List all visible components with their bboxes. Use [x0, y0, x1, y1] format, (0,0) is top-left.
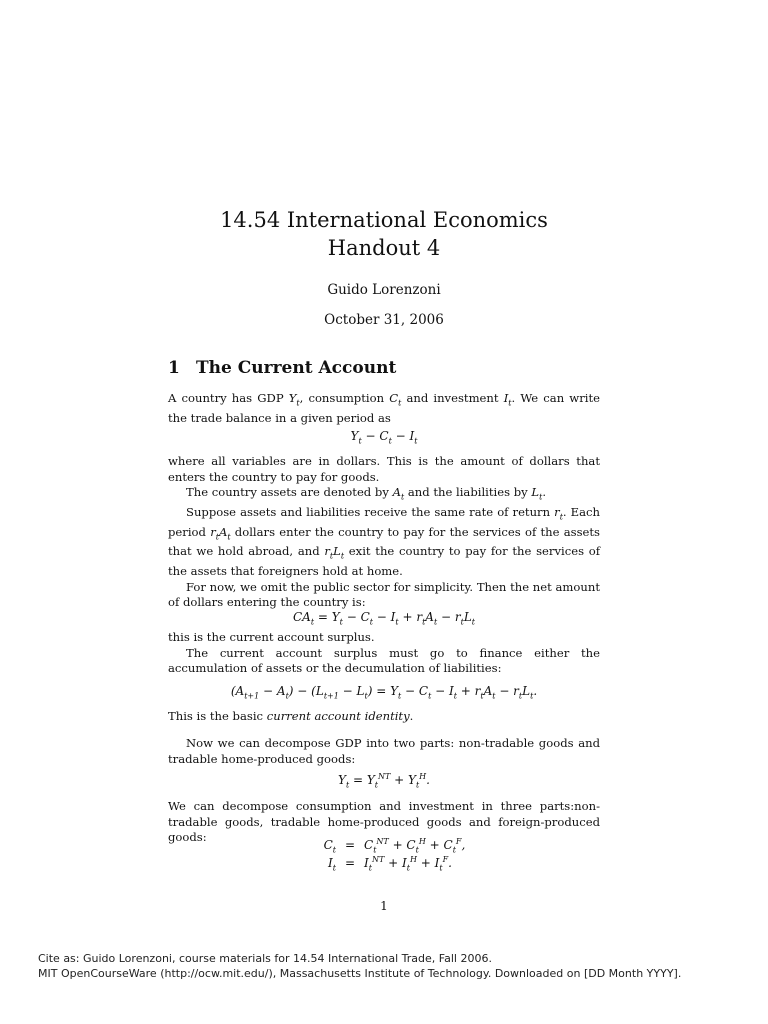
- equation-current-account: $CA_t = Y_t - C_t - I_t + r_tA_t - r_tL_t$: [292, 610, 475, 627]
- section-title: The Current Account: [196, 358, 397, 378]
- date: October 31, 2006: [324, 312, 444, 328]
- equation-trade-balance: $Y_t - C_t - I_t$: [350, 429, 418, 446]
- page-number: 1: [380, 899, 388, 913]
- citation-footer: [38, 951, 681, 981]
- equation-consumption: $C_t = C_t^{NT} + C_t^H + C_t^F$,: [323, 837, 466, 855]
- title-line-2: Handout 4: [327, 236, 441, 260]
- paragraph-identity: This is the basic current account identity.: [168, 709, 414, 723]
- title-line-1: 14.54 International Economics: [220, 208, 548, 232]
- author: Guido Lorenzoni: [327, 282, 441, 298]
- paragraph-decompose-consumption: We can decompose consumption and investment in three parts:non-tradable goods, tradable home-produced goods and foreign-produced goods:: [168, 799, 600, 844]
- document-title: [0, 206, 768, 262]
- paragraph-gdp: A country has GDP $Y_t$, consumption $C_t$ and investment $I_t$. We can write the trade balance in a given period as: [168, 391, 601, 425]
- equation-gdp-decomposition: $Y_t = Y_t^{NT} + Y_t^H$.: [338, 772, 430, 790]
- paragraph-dollars: where all variables are in dollars. This is the amount of dollars that enters the country to pay for goods. The country assets are denoted by $A_t$ and the liabilities by $L_t$. Suppose assets and liabilities receive the same rate of return $r_t$. Each period $r_tA_t$ dollars enter the country to pay for the services of the assets that we hold abroad, and $r_tL_t$ exit the country to pay for the services of the assets that foreigners hold at home. For now, we omit the public sector for simplicity. Then the net amount of dollars entering the country is:: [168, 454, 601, 610]
- identity-emphasis: current account identity: [266, 709, 410, 723]
- citation-line-1: Cite as: Guido Lorenzoni, course materials for 14.54 International Trade, Fall 2006.: [38, 952, 492, 965]
- paragraph-surplus: this is the current account surplus. The current account surplus must go to finance either the accumulation of assets or the decumulation of liabilities:: [168, 630, 600, 675]
- section-heading: [168, 358, 396, 378]
- equation-identity: $(A_{t+1} - A_t) - (L_{t+1} - L_t) = Y_t - C_t - I_t + r_tA_t - r_tL_t$.: [230, 684, 538, 701]
- equation-investment: $I_t = I_t^{NT} + I_t^H + I_t^F$.: [328, 855, 452, 873]
- section-number: 1: [168, 358, 180, 378]
- citation-line-2: MIT OpenCourseWare (http://ocw.mit.edu/), Massachusetts Institute of Technology. Downloaded on [DD Month YYYY].: [38, 967, 682, 980]
- equation-array: [300, 837, 465, 873]
- paragraph-decompose-gdp: Now we can decompose GDP into two parts: non-tradable goods and tradable home-produced goods:: [168, 736, 600, 766]
